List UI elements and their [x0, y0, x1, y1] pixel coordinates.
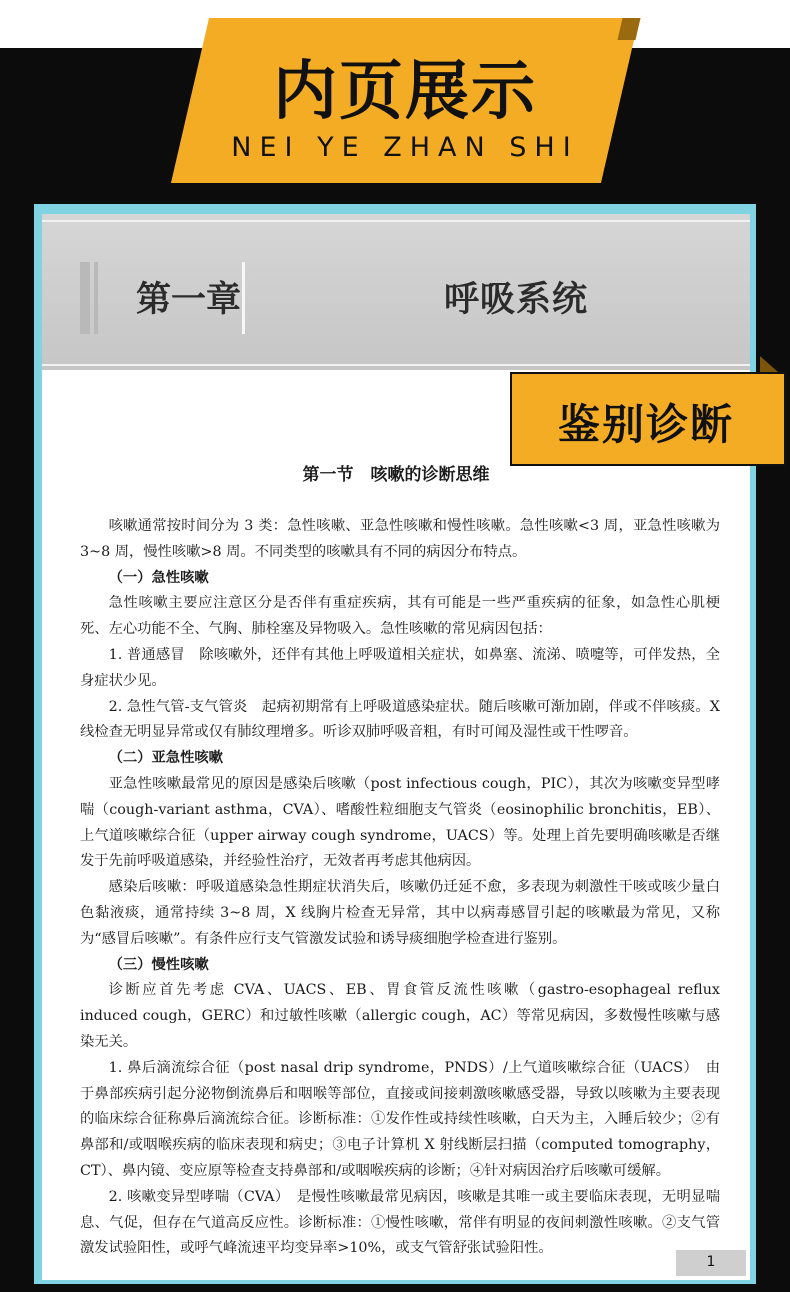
paragraph: 2. 咳嗽变异型哮喘（CVA） 是慢性咳嗽最常见病因，咳嗽是其唯一或主要临床表现，无明显喘息、气促，但存在气道高反应性。诊断标准：①慢性咳嗽，常伴有明显的夜间刺激性咳嗽。②支气管激发试验阳性，或呼气峰流速平均变异率>10%，或支气管舒张试验阳性。: [80, 1188, 720, 1257]
paragraph: 1. 鼻后滴流综合征（post nasal drip syndrome，PNDS）/上气道咳嗽综合征（UACS） 由于鼻部疾病引起分泌物倒流鼻后和咽喉等部位，直接或间接刺激咳嗽感受器，导致以咳嗽为主要表现的临床综合征称鼻后滴流综合征。诊断标准：①发作性或持续性咳嗽，白天为主，入睡后较少；②有鼻部和/或咽喉疾病的临床表现和病史；③电子计算机 X 射线断层扫描（computed tomography，CT）、鼻内镜、变应原等检查支持鼻部和/或咽喉疾病的诊断；④针对病因治疗后咳嗽可缓解。: [80, 1059, 720, 1179]
subheading: （一）急性咳嗽: [108, 569, 209, 586]
section-label: 鉴别诊断: [557, 400, 734, 449]
divider: [42, 220, 750, 222]
banner-subtitle: NEI YE ZHAN SHI: [231, 132, 579, 163]
divider: [42, 364, 750, 366]
chapter-decoration: [94, 262, 98, 334]
page-number: 1: [706, 1254, 716, 1270]
paragraph: 亚急性咳嗽最常见的原因是感染后咳嗽（post infectious cough，PIC），其次为咳嗽变异型哮喘（cough-variant asthma，CVA）、嗜酸性粒细胞支气管炎（eosinophilic bronchitis，EB）、上气道咳嗽综合征（upper airway cough syndrome，UACS）等。处理上首先要明确咳嗽是否继发于先前呼吸道感染，并经验性治疗，无效者再考虑其他病因。: [80, 775, 720, 870]
section-title: 第一节 咳嗽的诊断思维: [302, 465, 490, 485]
banner-title: 内页展示: [273, 55, 537, 129]
paragraph: 诊断应首先考虑 CVA、UACS、EB、胃食管反流性咳嗽（gastro-esophageal reflux induced cough，GERC）和过敏性咳嗽（allergic cough，AC）等常见病因，多数慢性咳嗽与感染无关。: [80, 982, 720, 1050]
body-text: [80, 514, 720, 1262]
paragraph: 2. 急性气管-支气管炎 起病初期常有上呼吸道感染症状。随后咳嗽可渐加剧，伴或不伴咳痰。X 线检查无明显异常或仅有肺纹理增多。听诊双肺呼吸音粗，有时可闻及湿性或干性啰音。: [80, 698, 720, 741]
chapter-number: 第一章: [136, 279, 242, 320]
paragraph: 急性咳嗽主要应注意区分是否伴有重症疾病，其有可能是一些严重疾病的征象，如急性心肌梗死、左心功能不全、气胸、肺栓塞及异物吸入。急性咳嗽的常见病因包括：: [80, 595, 720, 638]
label-fold: [760, 356, 778, 372]
paragraph: 感染后咳嗽：呼吸道感染急性期症状消失后，咳嗽仍迁延不愈，多表现为刺激性干咳或咳少量白色黏液痰，通常持续 3~8 周，X 线胸片检查无异常，其中以病毒感冒引起的咳嗽最为常见，又称为“感冒后咳嗽”。有条件应行支气管激发试验和诱导痰细胞学检查进行鉴别。: [80, 879, 720, 947]
chapter-decoration: [80, 262, 90, 334]
subheading: （三）慢性咳嗽: [108, 956, 209, 973]
chapter-title: 呼吸系统: [444, 279, 589, 320]
paragraph: 1. 普通感冒 除咳嗽外，还伴有其他上呼吸道相关症状，如鼻塞、流涕、喷嚏等，可伴发热，全身症状少见。: [80, 646, 720, 689]
paragraph: 咳嗽通常按时间分为 3 类：急性咳嗽、亚急性咳嗽和慢性咳嗽。急性咳嗽<3 周，亚急性咳嗽为 3~8 周，慢性咳嗽>8 周。不同类型的咳嗽具有不同的病因分布特点。: [80, 518, 720, 560]
subheading: （二）亚急性咳嗽: [108, 750, 223, 767]
